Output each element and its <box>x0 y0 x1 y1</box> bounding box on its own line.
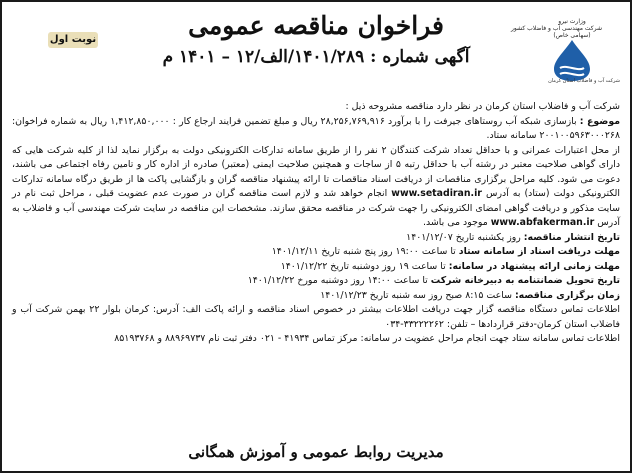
conditions-text: از محل اعتبارات عمرانی و با حداقل تعداد شرکت کنندگان ۲ نفر را از طریق سامانه تدارکات الکترونیکی دولت به برگزار نماید لذا از کلیه شرکت هایی که دارای گواهی صلاحیت معتبر در رشته آب با حداقل رتبه ۵ از ساجات و همچنین صلاحیت ایمنی (معتبر) صادره از اداره کار و تامین رفاه اجتماعی می باشند، دعوت می شود. کلیه مراحل برگزاری مناقصات از دریافت اسناد مناقصات تا ارائه پیشنهاد مناقصه گران و بازگشایی پاکت ها از طریق درگاه سامانه تدارکات الکترونیکی دولت (ستاد) به آدرس <box>12 144 620 199</box>
water-drop-icon <box>542 38 602 82</box>
schedule-label: تاریخ تحویل ضمانتنامه به دبیرخانه شرکت <box>430 275 620 286</box>
notice-title: فراخوان مناقصه عمومی <box>188 11 444 40</box>
schedule-label: تاریخ انتشار مناقصه: <box>523 231 620 243</box>
logo-line-ministry: وزارت نیرو <box>558 18 586 25</box>
schedule-label: زمان برگزاری مناقصه: <box>514 289 620 301</box>
schedule-value: تا ساعت ۱۹ روز دوشنبه تاریخ ۱۴۰۱/۱۲/۲۲ <box>280 260 449 272</box>
schedule-row <box>12 274 620 289</box>
subject-text: بازسازی شبکه آب روستاهای جیرفت را با برآورد ۲۸,۲۵۶,۷۶۹,۹۱۶ ریال و مبلغ تضمین فرایند ارجاع کار : ۱,۴۱۲,۸۵۰,۰۰۰ ریال به شماره فراخوان: ۲۰۰۱۰۰۵۹۶۳۰۰۰۲۶۸ سامانه ستاد. <box>12 115 620 141</box>
abfa-suffix: موجود می باشد. <box>423 217 491 228</box>
schedule-row <box>12 245 620 260</box>
logo-caption: شرکت آب و فاضلاب استان کرمان <box>548 78 620 84</box>
intro-text: شرکت آب و فاضلاب استان کرمان در نظر دارد مناقصه مشروحه ذیل : <box>345 101 620 112</box>
abfa-link[interactable]: www.abfakerman.ir <box>490 217 595 228</box>
schedule-label: مهلت دریافت اسناد از سامانه ستاد <box>458 246 620 257</box>
conditions-text-continued: انجام خواهد شد و لازم است مناقصه گران در صورت عدم عضویت قبلی ، مراحل ثبت نام در سایت مذکور و دریافت گواهی امضای الکترونیکی را جهت شرکت در مناقصه محقق سازند. مشخصات این مناقصه در سایت شرکت مهندسی آب و فاضلاب به آدرس <box>12 188 620 228</box>
schedule-label: مهلت زمانی ارائه پیشنهاد در سامانه: <box>448 260 620 272</box>
logo-line-type: (سهامی خاص) <box>553 32 591 39</box>
company-logo <box>510 8 622 82</box>
logo-line-company: شرکت مهندسی آب و فاضلاب کشور <box>510 25 602 32</box>
conditions-paragraph <box>12 144 620 231</box>
schedule-value: تا ساعت ۱۹:۰۰ روز پنج شنبه تاریخ ۱۴۰۱/۱۲/۱۱ <box>271 246 459 257</box>
schedule-row <box>12 231 620 246</box>
schedule-row <box>12 289 620 304</box>
round-badge: نوبت اول <box>48 32 98 48</box>
notice-body <box>12 100 620 347</box>
footer-signature: مدیریت روابط عمومی و آموزش همگانی <box>188 443 444 461</box>
subject-paragraph <box>12 115 620 144</box>
schedule-value: ساعت ۸:۱۵ صبح روز سه شنبه تاریخ ۱۴۰۱/۱۲/۲۳ <box>320 289 515 301</box>
setad-link[interactable]: www.setadiran.ir <box>391 188 482 199</box>
contact-tenderer: اطلاعات تماس دستگاه مناقصه گزار جهت دریافت اطلاعات بیشتر در خصوص اسناد مناقصه و ارائه پاکت الف: آدرس: کرمان بلوار ۲۲ بهمن شرکت آب و فاضلاب استان کرمان-دفتر قراردادها – تلفن: ۳۳۲۲۲۲۶۲-۰۳۴ <box>12 304 621 330</box>
schedule-value: تا ساعت ۱۴:۰۰ روز دوشنبه مورخ ۱۴۰۱/۱۲/۲۲ <box>247 275 431 286</box>
schedule-row <box>12 260 620 275</box>
notice-number: آگهی شماره : ۱۴۰۱/۲۸۹/الف/۱۲ – ۱۴۰۱ م <box>162 47 470 67</box>
subject-label: موضوع : <box>579 115 620 127</box>
schedule-value: روز یکشنبه تاریخ ۱۴۰۱/۱۲/۰۷ <box>406 231 524 243</box>
contact-setad: اطلاعات تماس سامانه ستاد جهت انجام مراحل عضویت در سامانه: مرکز تماس ۴۱۹۳۴ - ۰۲۱ دفتر ثبت نام ۸۸۹۶۹۷۳۷ و ۸۵۱۹۳۷۶۸ <box>114 333 620 344</box>
